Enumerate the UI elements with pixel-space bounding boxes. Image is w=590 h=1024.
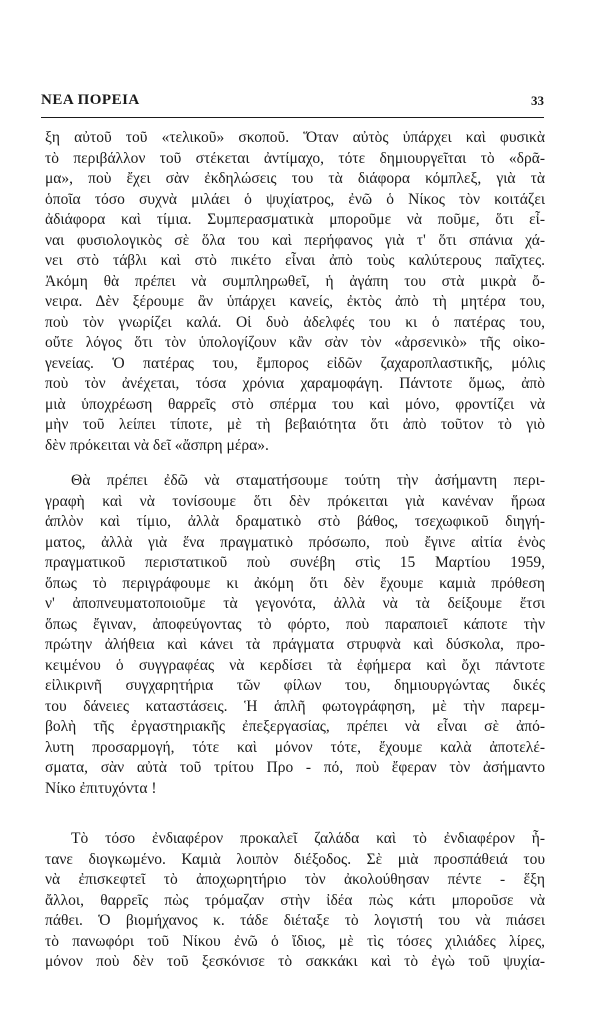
paragraph (45, 471, 545, 799)
text-line: ματος, ἀλλὰ γιὰ ἕνα πραγματικὸ πρόσωπο, ποὺ ἔγινε αἰτία ἑνὸς (45, 533, 545, 551)
text-line: βολὴ τῆς ἐργαστηριακῆς ἐπεξεργασίας, πρέπει νὰ εἶναι σὲ ἀπό- (45, 718, 545, 735)
running-header (41, 92, 544, 114)
text-line: μιὰ ὑποχρέωση θαρρεῖς στὸ σπέρμα του καὶ μόνο, φροντίζει νὰ (45, 395, 545, 413)
text-line: Θὰ πρέπει ἐδῶ νὰ σταματήσουμε τούτη τὴν ἀσήμαντη περι- (71, 472, 545, 489)
text-line: πρώτην ἀλήθεια καὶ κάνει τὰ πράγματα στρυφνὰ καὶ δύσκολα, προ- (45, 636, 545, 653)
page-number: 33 (531, 93, 544, 108)
text-line: μα», ποὺ ἔχει σὰν ἐκδηλώσεις του τὰ διάφορα κόμπλεξ, γιὰ τὰ (45, 170, 545, 187)
text-line: Τὸ τόσο ἐνδιαφέρον προκαλεῖ ζαλάδα καὶ τὸ ἐνδιαφέρον ἦ- (71, 830, 545, 847)
text-line: Ἀκόμη θὰ πρέπει νὰ συμπληρωθεῖ, ἡ ἀγάπη του στὰ μικρὰ ὄ- (45, 272, 545, 290)
text-line: νὰ ἐπισκεφτεῖ τὸ ἀποχωρητήριο τὸν ἀκολούθησαν πέντε - ἕξη (45, 871, 545, 888)
text-line: ἄλλοι, θαρρεῖς πὼς τρόμαζαν στὴν ἰδέα πὼς κάτι μποροῦσε νὰ (45, 891, 545, 909)
text-line: του δάνειες καταστάσεις. Ἡ ἁπλῆ φωτογράφηση, μὲ τὴν παρεμ- (45, 697, 545, 715)
text-line: τανε διογκωμένο. Καμιὰ λοιπὸν διέξοδος. Σὲ μιὰ προσπάθειά του (45, 850, 545, 868)
journal-title: ΝΕΑ ΠΟΡΕΙΑ (41, 92, 140, 108)
text-line: τὸ περιβάλλον τοῦ στέκεται ἀντίμαχο, τότε δημιουργεῖται τὸ «δρᾶ- (45, 149, 545, 167)
paragraph (45, 128, 545, 456)
text-line: μόνον ποὺ δὲν τοῦ ξεσκόνισε τὸ σακκάκι καὶ τὸ ἐγὼ τοῦ ψυχία- (45, 953, 545, 970)
text-line: νειρα. Δὲν ξέρουμε ἂν ὑπάρχει κανείς, ἐκτὸς ἀπὸ τὴ μητέρα του, (45, 293, 545, 310)
text-line: ὅπως τὸ περιγράφουμε κι ἀκόμη ὅτι δὲν ἔχουμε καμιὰ πρόθεση (45, 574, 545, 592)
header-rule (41, 117, 544, 118)
text-line: πραγματικοῦ περιστατικοῦ ποὺ συνέβη στὶς 15 Μαρτίου 1959, (45, 554, 545, 571)
text-line: νει στὸ τάβλι καὶ στὸ πικέτο εἶναι ἀπὸ τοὺς καλύτερους παῖχτες. (45, 252, 545, 269)
text-line: γραφὴ καὶ νὰ τονίσουμε ὅτι δὲν πρόκειται γιὰ κανέναν ἥρωα (45, 492, 545, 510)
text-line: Νίκο ἐπιτυχόντα ! (45, 779, 157, 797)
text-line: ὅπως ἔγιναν, ἀποφεύγοντας τὸ φόρτο, ποὺ παραποιεῖ κάποτε τὴν (45, 615, 545, 633)
text-line: σματα, σὰν αὐτὰ τοῦ τρίτου Προ - πό, ποὺ ἔφεραν τὸν ἀσήμαντο (45, 759, 545, 776)
paragraph (45, 829, 545, 973)
text-line: ναι φυσιολογικὸς σὲ ὅλα του καὶ περήφανος γιὰ τ' ὅτι σπάνια χά- (45, 231, 545, 249)
text-line: οὔτε λόγος ὅτι τὸν ὑπολογίζουν κἂν σὰν τὸν «ἀρσενικὸ» τῆς οἰκο- (45, 334, 545, 351)
text-line: ν' ἀποπνευματοποιοῦμε τὰ γεγονότα, ἀλλὰ νὰ τὰ δείξουμε ἔτσι (45, 595, 545, 612)
text-line: ὁποῖα τόσο συχνὰ μιλάει ὁ ψυχίατρος, ἐνῶ ὁ Νίκος τὸν κοιτάζει (45, 190, 545, 208)
text-line: ἀδιάφορα καὶ τίμια. Συμπερασματικὰ μποροῦμε νὰ ποῦμε, ὅτι εἶ- (45, 211, 545, 228)
text-line: ποὺ τὸν γνωρίζει καλά. Οἱ δυὸ ἀδελφές του κι ὁ πατέρας του, (45, 313, 545, 331)
text-line: λυτη προσαρμογή, τότε καὶ μόνον τότε, ἔχουμε καλὰ ἀποτελέ- (45, 738, 545, 756)
text-line: τὸ πανωφόρι τοῦ Νίκου ἐνῶ ὁ ἴδιος, μὲ τὶς τόσες χιλιάδες λίρες, (45, 932, 545, 950)
text-line: γενείας. Ὁ πατέρας του, ἔμπορος εἰδῶν ζαχαροπλαστικῆς, μόλις (45, 354, 545, 372)
page-body (45, 128, 545, 973)
text-line: ἁπλὸν καὶ τίμιο, ἀλλὰ δραματικὸ στὸ βάθος, τσεχωφικοῦ διηγή- (45, 513, 545, 530)
text-line: κειμένου ὁ συγγραφέας νὰ κερδίσει τὰ ἐφήμερα καὶ ὄχι πάντοτε (45, 656, 545, 674)
text-line: εἰλικρινῆ συγχαρητήρια τῶν φίλων του, δημιουργώντας δικές (45, 677, 545, 694)
text-line: ξη αὐτοῦ τοῦ «τελικοῦ» σκοποῦ. Ὅταν αὐτὸς ὑπάρχει καὶ φυσικὰ (45, 129, 545, 146)
text-line: μὴν τοῦ λείπει τίποτε, μὲ τὴ βεβαιότητα ὅτι ἀπὸ τοῦτον τὸ γιὸ (45, 416, 545, 433)
text-line: ποὺ τὸν ἀνέχεται, τόσα χρόνια χαραμοφάγη. Πάντοτε ὅμως, ἀπὸ (45, 375, 545, 392)
text-line: δὲν πρόκειται νὰ δεῖ «ἄσπρη μέρα». (45, 436, 269, 454)
text-line: πάθει. Ὁ βιομήχανος κ. τάδε διέταξε τὸ λογιστή του νὰ πιάσει (45, 912, 545, 929)
